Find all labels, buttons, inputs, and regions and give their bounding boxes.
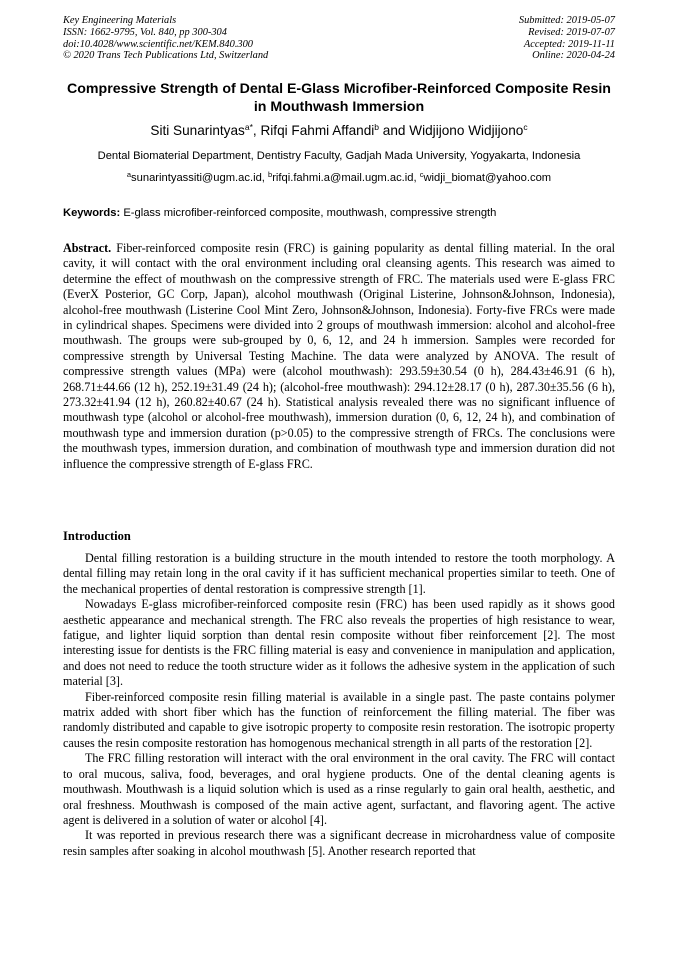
keywords-text: E-glass microfiber-reinforced composite, mouthwash, compressive strength xyxy=(123,207,497,219)
journal-name: Key Engineering Materials xyxy=(63,15,177,26)
journal-header xyxy=(63,15,615,62)
date-accepted: Accepted: 2019-11-11 xyxy=(523,38,615,50)
introduction-body xyxy=(63,551,615,859)
date-revised: Revised: 2019-07-07 xyxy=(528,26,615,38)
author-list xyxy=(63,122,615,140)
date-submitted: Submitted: 2019-05-07 xyxy=(518,15,615,26)
keywords xyxy=(63,206,615,221)
author-separator: , xyxy=(252,123,261,138)
author-emails xyxy=(63,171,615,186)
author-name: Widjijono Widjijono xyxy=(409,123,524,138)
journal-info xyxy=(63,15,268,62)
author-name: Siti Sunarintyas xyxy=(150,123,245,138)
email-address[interactable]: widji_biomat@yahoo.com xyxy=(423,172,552,184)
paragraph: Fiber-reinforced composite resin filling material is available in a single past. The paste contains polymer matrix added with short fiber which has the function of reinforcement the filling material. The fiber was randomly distributed and capable to give isotropic property to composite resin restoration. The isotropic property causes the resin composite restoration has homogenous mechanical strength in all parts of the restoration [2]. xyxy=(63,689,615,750)
paper-title: Compressive Strength of Dental E-Glass Microfiber-Reinforced Composite Resin in Mouthwash Immersion xyxy=(67,81,611,115)
author-affiliation-mark: b xyxy=(374,122,380,132)
email-mark: a xyxy=(126,170,132,179)
paragraph: It was reported in previous research there was a significant decrease in microhardness value of composite resin samples after soaking in alcohol mouthwash [5]. Another research reported that xyxy=(63,828,615,858)
paragraph: Dental filling restoration is a building structure in the mouth intended to restore the tooth morphology. A dental filling may retain long in the oral cavity if it has sufficient mechanical properties similar to teeth. One of the mechanical properties of dental restoration is compressive strength [1]. xyxy=(63,551,615,596)
journal-copyright: © 2020 Trans Tech Publications Ltd, Switzerland xyxy=(63,50,269,62)
email-address[interactable]: rifqi.fahmi.a@mail.ugm.ac.id xyxy=(272,172,414,184)
paragraph: The FRC filling restoration will interact with the oral environment in the oral cavity. The FRC will contact to oral mucous, saliva, food, beverages, and oral hygiene products. One of the dental cleaning agents is mouthwash. Mouthwash is a liquid solution which is used as a rinse regularly to gain oral health, aesthetic, and oral freshness. Mouthwash is composed of the main active agent, surfactant, and flavoring agent. The active agent is delivered in a solution of water or alcohol [4]. xyxy=(63,751,615,827)
email-separator: , xyxy=(413,172,420,184)
email-mark: b xyxy=(268,170,273,179)
email-mark: c xyxy=(419,170,424,179)
date-online: Online: 2020-04-24 xyxy=(532,50,615,62)
email-separator: , xyxy=(261,172,269,184)
author-affiliation: Dental Biomaterial Department, Dentistry Faculty, Gadjah Mada University, Yogyakarta, Indonesia xyxy=(97,150,581,162)
introduction-heading: Introduction xyxy=(63,529,131,543)
journal-issn: ISSN: 1662-9795, Vol. 840, pp 300-304 xyxy=(63,26,227,38)
keywords-label: Keywords: xyxy=(63,207,121,219)
author-separator: and xyxy=(379,123,410,138)
submission-dates xyxy=(519,15,615,62)
paragraph: Nowadays E-glass microfiber-reinforced composite resin (FRC) has been used rapidly as it shows good aesthetic appearance and mechanical strength. The FRC also reveals the properties of high resistance to wear, fatigue, and lighter liquid sorption than dental resin composite without fiber reinforcement [2]. The most interesting issue for dentists is the FRC filling material is easy and convenience in manipulation and application, and does not need to reduce the tooth structure wider as it follows the adhesive system in the application of such material [3]. xyxy=(63,597,615,689)
author-name: Rifqi Fahmi Affandi xyxy=(260,123,375,138)
abstract xyxy=(63,241,615,472)
journal-doi[interactable]: doi:10.4028/www.scientific.net/KEM.840.300 xyxy=(63,38,253,50)
abstract-text: Fiber-reinforced composite resin (FRC) is gaining popularity as dental filling material. In the oral cavity, it will contact with the oral environment including oral cleansing agents. This research was aimed to determine the effect of mouthwash on the compressive strength of FRC. The materials used were E-glass FRC (EverX Posterior, GC Corp, Japan), alcohol mouthwash (Original Listerine, Johnson&Johnson, Indonesia), alcohol-free mouthwash (Listerine Cool Mint Zero, Johnson&Johnson, Indonesia). Forty-five FRCs were made in cylindrical shapes. Specimens were divided into 2 groups of mouthwash immersion: alcohol and alcohol-free mouthwash. The groups were sub-grouped by 0, 6, 12, and 24 h immersion. Samples were recorded for compressive strength by Universal Testing Machine. The data were analyzed by ANOVA. The result of compressive strength values (MPa) were (alcohol mouthwash): 293.59±30.54 (0 h), 284.43±46.91 (6 h), 268.71±44.66 (12 h), 252.19±31.49 (24 h); (alcohol-free mouthwash): 294.12±28.17 (0 h), 287.30±35.56 (6 h), 273.32±41.94 (12 h), 260.82±40.67 (24 h). Statistical analysis revealed there was no significant influence of mouthwash type (alcohol or alcohol-free mouthwash), immersion duration (0, 6, 12, 24 h), and combination of mouthwash type and immersion duration (p>0.05) to the compressive strength of FRCs. The conclusions were the mouthwash types, immersion duration, and combination of mouthwash type and immersion duration did not influence the compressive strength of E-glass FRC. xyxy=(63,241,615,471)
author-affiliation-mark: c xyxy=(523,122,528,132)
abstract-label: Abstract. xyxy=(63,241,112,255)
author-affiliation-mark: a* xyxy=(244,122,253,132)
email-address[interactable]: sunarintyassiti@ugm.ac.id xyxy=(131,172,262,184)
